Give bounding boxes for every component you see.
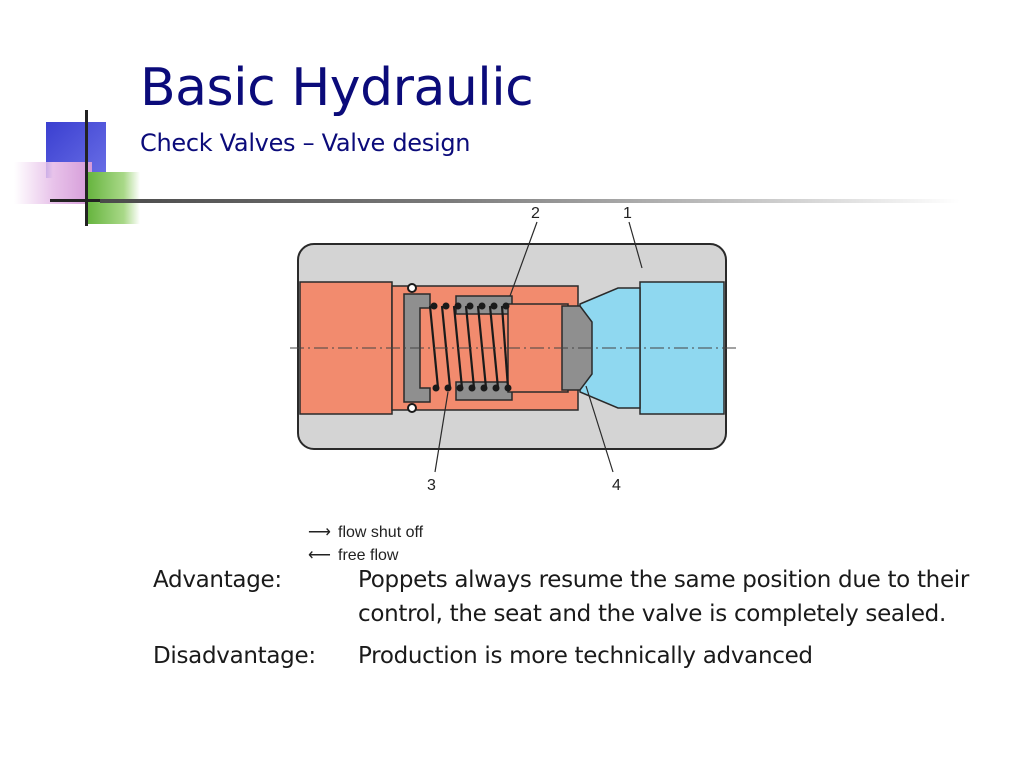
logo-green-square (86, 172, 140, 224)
part-label-4: 4 (612, 477, 621, 494)
disadvantage-term: Disadvantage: (153, 643, 316, 669)
slide-subtitle: Check Valves – Valve design (140, 129, 471, 157)
disadvantage-description: Production is more technically advanced (358, 643, 813, 669)
legend-free-flow-arrow: ⟵ (308, 547, 331, 564)
legend-shut-off-arrow: ⟶ (308, 524, 331, 541)
legend-shut-off-text: flow shut off (338, 524, 424, 541)
disadvantage-row (153, 639, 993, 673)
pros-cons-list (153, 563, 993, 673)
logo-vertical-line (85, 110, 88, 226)
o-ring-bottom (408, 404, 416, 412)
legend-free-flow-text: free flow (338, 547, 399, 564)
advantage-row (153, 563, 993, 631)
advantage-term: Advantage: (153, 567, 282, 593)
o-ring-top (408, 284, 416, 292)
part-label-3: 3 (427, 477, 436, 494)
part-label-2: 2 (531, 205, 540, 222)
advantage-description: Poppets always resume the same position due to their control, the seat and the valve is completely sealed. (358, 567, 970, 627)
logo-pink-square (14, 162, 92, 204)
check-valve-cross-section (280, 196, 750, 568)
part-label-1: 1 (623, 205, 632, 222)
slide-title: Basic Hydraulic (140, 58, 534, 118)
check-valve-diagram (280, 196, 750, 568)
